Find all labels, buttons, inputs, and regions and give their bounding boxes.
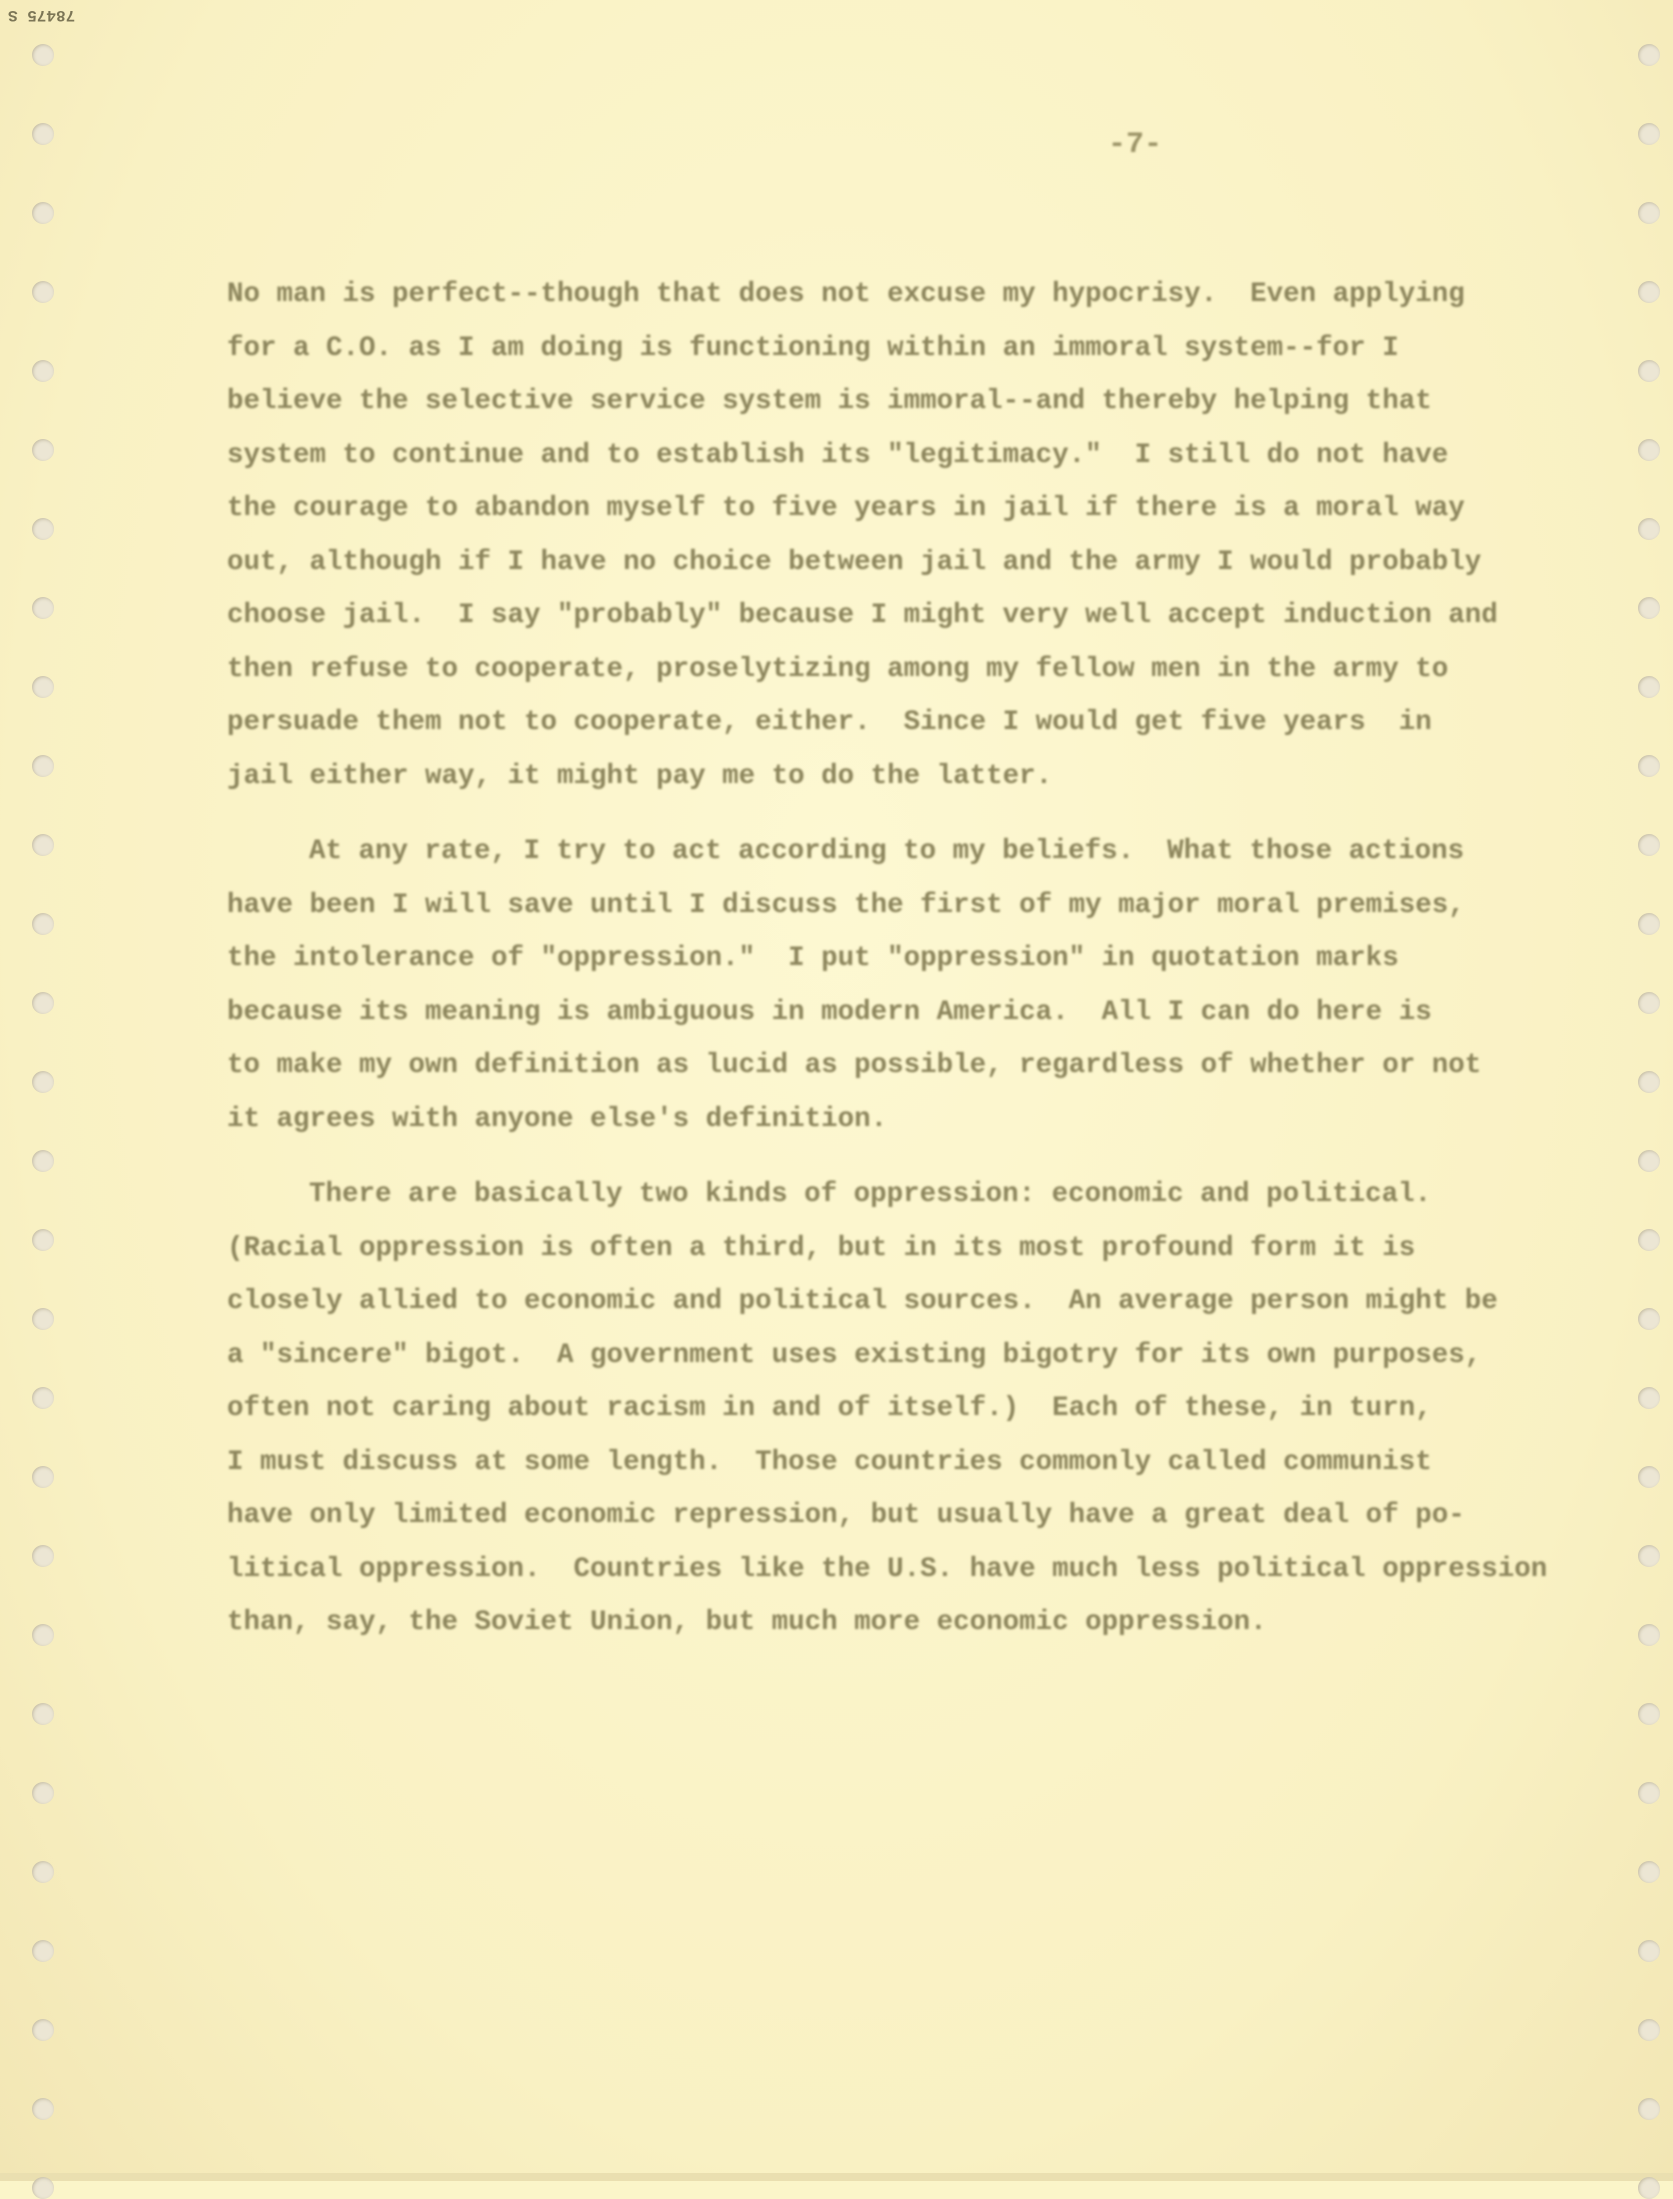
feed-hole	[1638, 597, 1660, 619]
text-line: out, although if I have no choice between jail and the army I would probably	[227, 546, 1482, 578]
feed-hole	[32, 834, 54, 856]
feed-hole	[1638, 1308, 1660, 1330]
feed-hole	[1638, 1782, 1660, 1804]
feed-hole	[32, 1466, 54, 1488]
feed-hole	[32, 755, 54, 777]
feed-hole	[1638, 1703, 1660, 1725]
text-line: litical oppression. Countries like the U.S. have much less political oppression	[227, 1553, 1548, 1585]
text-line: than, say, the Soviet Union, but much more economic oppression.	[227, 1607, 1267, 1638]
feed-hole	[32, 1940, 54, 1962]
paragraph	[227, 1168, 1617, 1650]
text-line: have been I will save until I discuss the first of my major moral premises,	[227, 889, 1465, 921]
text-line: then refuse to cooperate, proselytizing among my fellow men in the army to	[227, 653, 1449, 685]
paragraph	[227, 825, 1617, 1146]
text-line: persuade them not to cooperate, either. Since I would get five years in	[227, 707, 1432, 738]
text-line: system to continue and to establish its "legitimacy." I still do not have	[227, 439, 1449, 471]
feed-hole	[1638, 834, 1660, 856]
feed-hole	[1638, 1940, 1660, 1962]
text-line: choose jail. I say "probably" because I might very well accept induction and	[227, 600, 1498, 631]
archive-stamp: 78475 S	[8, 6, 76, 24]
feed-hole	[1638, 1861, 1660, 1883]
feed-hole	[1638, 1387, 1660, 1409]
feed-hole	[1638, 755, 1660, 777]
text-line: No man is perfect--though that does not excuse my hypocrisy. Even applying	[227, 279, 1465, 310]
feed-hole	[32, 1308, 54, 1330]
text-line: I must discuss at some length. Those countries commonly called communist	[227, 1446, 1432, 1478]
text-line: At any rate, I try to act according to my beliefs. What those actions	[309, 836, 1465, 867]
feed-hole	[1638, 281, 1660, 303]
feed-hole	[32, 518, 54, 540]
feed-hole	[1638, 123, 1660, 145]
feed-hole	[32, 281, 54, 303]
feed-hole	[32, 2019, 54, 2041]
text-line: to make my own definition as lucid as possible, regardless of whether or not	[227, 1050, 1482, 1081]
feed-hole	[1638, 360, 1660, 382]
feed-hole	[32, 1545, 54, 1567]
feed-hole	[32, 439, 54, 461]
feed-hole	[32, 1387, 54, 1409]
feed-hole	[1638, 1229, 1660, 1251]
feed-hole	[32, 360, 54, 382]
feed-hole	[32, 202, 54, 224]
page-edge	[0, 2173, 1673, 2181]
text-line: believe the selective service system is immoral--and thereby helping that	[227, 386, 1432, 417]
feed-hole	[1638, 2098, 1660, 2120]
text-line: often not caring about racism in and of itself.) Each of these, in turn,	[227, 1393, 1432, 1424]
page-number: -7-	[1108, 128, 1163, 162]
feed-hole	[32, 1624, 54, 1646]
feed-hole	[1638, 439, 1660, 461]
feed-hole	[32, 992, 54, 1014]
feed-hole	[1638, 202, 1660, 224]
feed-hole	[32, 2098, 54, 2120]
feed-hole	[32, 1229, 54, 1251]
paragraph-gap	[227, 1146, 1617, 1168]
feed-hole	[1638, 676, 1660, 698]
feed-hole	[1638, 2019, 1660, 2041]
feed-hole	[32, 123, 54, 145]
feed-hole	[32, 676, 54, 698]
text-line: for a C.O. as I am doing is functioning within an immoral system--for I	[227, 332, 1399, 364]
feed-hole	[32, 1861, 54, 1883]
text-line: because its meaning is ambiguous in modern America. All I can do here is	[227, 996, 1432, 1028]
text-line: jail either way, it might pay me to do the latter.	[227, 760, 1053, 792]
feed-hole	[32, 44, 54, 66]
text-line: have only limited economic repression, but usually have a great deal of po-	[227, 1500, 1465, 1531]
text-line: There are basically two kinds of oppression: economic and political.	[309, 1179, 1432, 1210]
feed-hole	[32, 1782, 54, 1804]
feed-hole	[32, 597, 54, 619]
text-line: it agrees with anyone else's definition.	[227, 1103, 888, 1135]
feed-hole	[1638, 1150, 1660, 1172]
paragraph	[227, 268, 1617, 803]
feed-hole	[32, 1150, 54, 1172]
text-line: the intolerance of "oppression." I put "oppression" in quotation marks	[227, 943, 1399, 974]
paragraph-gap	[227, 803, 1617, 825]
feed-hole	[1638, 1071, 1660, 1093]
feed-hole	[32, 1071, 54, 1093]
feed-hole	[1638, 1624, 1660, 1646]
text-line: the courage to abandon myself to five years in jail if there is a moral way	[227, 493, 1465, 524]
feed-hole	[32, 913, 54, 935]
text-line: a "sincere" bigot. A government uses existing bigotry for its own purposes,	[227, 1339, 1482, 1371]
feed-hole	[1638, 44, 1660, 66]
feed-hole	[32, 2177, 54, 2199]
text-line: closely allied to economic and political sources. An average person might be	[227, 1286, 1498, 1317]
feed-hole	[1638, 2177, 1660, 2199]
feed-hole	[32, 1703, 54, 1725]
feed-hole	[1638, 1545, 1660, 1567]
feed-hole	[1638, 913, 1660, 935]
body-text	[227, 268, 1617, 1650]
text-line: (Racial oppression is often a third, but in its most profound form it is	[227, 1232, 1416, 1264]
feed-hole	[1638, 518, 1660, 540]
feed-hole	[1638, 992, 1660, 1014]
feed-hole	[1638, 1466, 1660, 1488]
